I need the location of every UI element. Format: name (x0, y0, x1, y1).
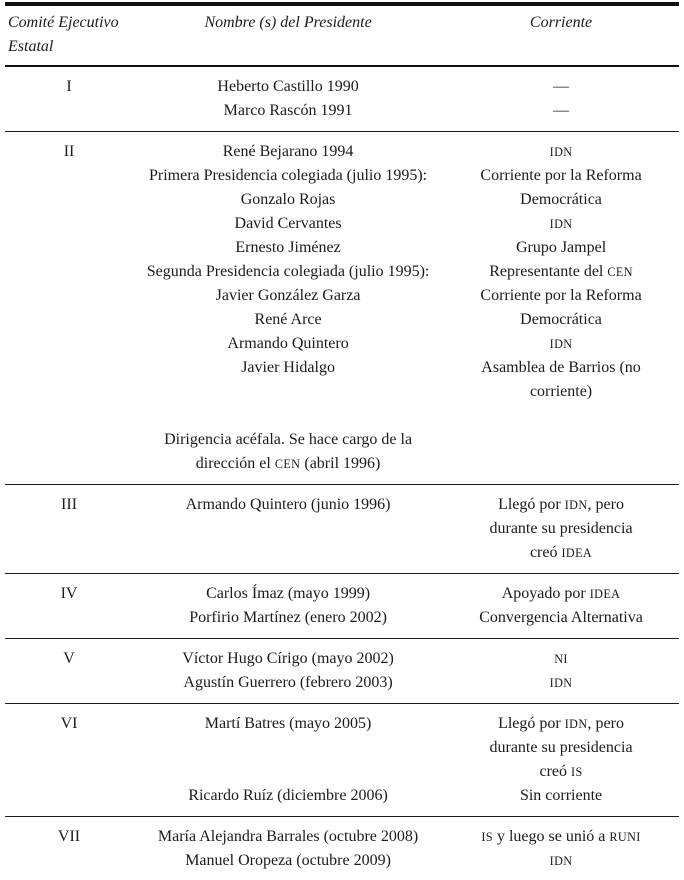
corriente-cell (443, 404, 679, 428)
acronym-smallcaps: NI (554, 652, 568, 666)
table-row (5, 66, 679, 99)
president-cell (133, 760, 443, 784)
corriente-cell: Corriente por la Reforma (480, 287, 642, 304)
president-cell (133, 541, 443, 574)
president-cell: Javier González Garza (215, 287, 361, 304)
acronym-smallcaps: IDN (564, 717, 588, 731)
president-cell: René Bejarano 1994 (133, 132, 443, 165)
corriente-cell: Sin corriente (519, 787, 603, 804)
corriente-cell: Asamblea de Barrios (no (481, 359, 641, 376)
president-cell: Martí Batres (mayo 2005) (133, 704, 443, 737)
president-cell: Segunda Presidencia colegiada (julio 1995): (146, 263, 430, 280)
president-cell: Víctor Hugo Círigo (mayo 2002) (133, 639, 443, 672)
acronym-smallcaps: IDN (549, 145, 573, 159)
period-cell: I (66, 78, 72, 95)
corriente-cell: creó IS (539, 763, 583, 780)
president-cell: Gonzalo Rojas (240, 191, 336, 208)
president-cell: María Alejandra Barrales (octubre 2008) (133, 817, 443, 850)
president-cell: Manuel Oropeza (octubre 2009) (185, 852, 391, 869)
president-cell: Primera Presidencia colegiada (julio 1995): (148, 167, 428, 184)
acronym-smallcaps: IDEA (589, 587, 621, 601)
corriente-cell: — (553, 102, 570, 119)
table-row (5, 485, 679, 518)
president-cell: Heberto Castillo 1990 (217, 78, 359, 95)
corriente-cell (443, 132, 679, 165)
president-cell: Ricardo Ruíz (diciembre 2006) (188, 787, 388, 804)
corriente-cell: Corriente por la Reforma (480, 167, 642, 184)
corriente-cell (443, 671, 679, 704)
acronym-smallcaps: RUNI (609, 830, 641, 844)
president-cell (133, 736, 443, 760)
corriente-cell: corriente) (529, 383, 593, 400)
president-cell: dirección el CEN (abril 1996) (195, 455, 381, 472)
corriente-cell: Llegó por IDN, pero (443, 485, 679, 518)
acronym-smallcaps: CEN (274, 457, 301, 471)
corriente-cell (443, 428, 679, 452)
acronym-smallcaps: IDEA (561, 546, 593, 560)
corriente-cell: IS y luego se unió a RUNI (443, 817, 679, 850)
period-cell: VII (5, 817, 133, 880)
header-nombre-presidente: Nombre (s) del Presidente (133, 4, 443, 66)
header-row (5, 4, 679, 66)
period-cell: II (5, 132, 133, 485)
corriente-cell: durante su presidencia (489, 520, 633, 537)
corriente-cell: Convergencia Alternativa (479, 609, 643, 626)
president-cell: Armando Quintero (227, 335, 349, 352)
corriente-cell: Democrática (520, 311, 602, 328)
corriente-cell: durante su presidencia (489, 739, 633, 756)
table-row (5, 574, 679, 607)
president-cell: Porfirio Martínez (enero 2002) (189, 609, 387, 626)
corriente-cell (443, 452, 679, 485)
corriente-cell: Democrática (520, 191, 602, 208)
acronym-smallcaps: IDN (549, 217, 573, 231)
period-cell: V (5, 639, 133, 704)
acronym-smallcaps: IDN (549, 337, 573, 351)
header-comite-line2: Estatal (8, 38, 54, 55)
president-cell: Armando Quintero (junio 1996) (133, 485, 443, 518)
acronym-smallcaps: IDN (549, 854, 573, 868)
corriente-cell: Apoyado por IDEA (443, 574, 679, 607)
corriente-cell (443, 212, 679, 236)
corriente-cell: creó IDEA (529, 544, 593, 561)
corriente-cell: Representante del CEN (489, 263, 633, 280)
acronym-smallcaps: IS (481, 830, 493, 844)
president-cell: David Cervantes (234, 215, 342, 232)
corriente-cell: Llegó por IDN, pero (443, 704, 679, 737)
president-cell: Ernesto Jiménez (235, 239, 341, 256)
header-comite-ejecutivo (5, 4, 133, 66)
corriente-cell (443, 639, 679, 672)
table-row (5, 639, 679, 672)
corriente-cell: Grupo Jampel (515, 239, 607, 256)
header-corriente: Corriente (443, 4, 679, 66)
presidents-table (5, 2, 679, 880)
table-row (5, 817, 679, 850)
corriente-cell (443, 849, 679, 880)
acronym-smallcaps: IDN (549, 676, 573, 690)
table-row (5, 704, 679, 737)
president-cell: René Arce (254, 311, 322, 328)
period-cell: IV (5, 574, 133, 639)
president-cell: Carlos Ímaz (mayo 1999) (133, 574, 443, 607)
table-body (5, 66, 679, 880)
president-cell: Dirigencia acéfala. Se hace cargo de la (164, 431, 413, 448)
period-cell: VI (5, 704, 133, 817)
acronym-smallcaps: CEN (607, 265, 633, 279)
acronym-smallcaps: IDN (564, 498, 588, 512)
header-comite-line1: Comité Ejecutivo (8, 14, 119, 31)
president-cell: Marco Rascón 1991 (223, 102, 353, 119)
corriente-cell: — (553, 78, 570, 95)
president-cell (133, 517, 443, 541)
president-cell (133, 404, 443, 428)
president-cell (133, 380, 443, 404)
acronym-smallcaps: IS (571, 765, 583, 779)
president-cell: Agustín Guerrero (febrero 2003) (183, 674, 393, 691)
corriente-cell (443, 332, 679, 356)
president-cell: Javier Hidalgo (241, 359, 335, 376)
table-row (5, 132, 679, 165)
period-cell: III (5, 485, 133, 574)
